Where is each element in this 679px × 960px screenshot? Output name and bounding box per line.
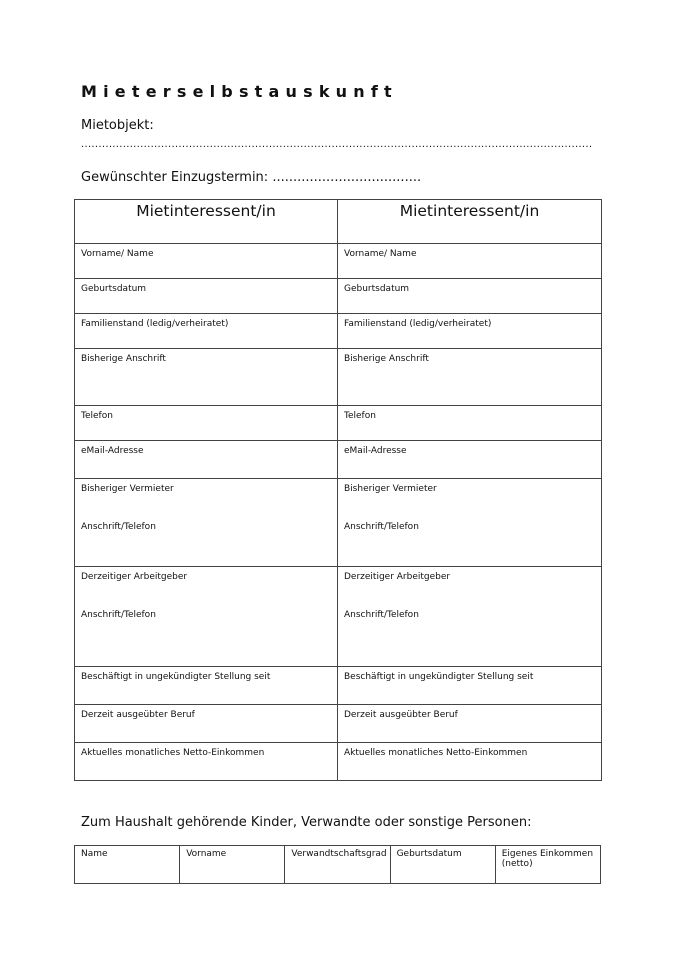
- field-previous-landlord-2[interactable]: [338, 479, 602, 567]
- employer-label: Derzeitiger Arbeitgeber: [344, 572, 451, 582]
- applicant-2-header: Mietinteressent/in: [338, 200, 602, 244]
- household-col-firstname[interactable]: Vorname: [180, 846, 285, 884]
- employer-contact-label: Anschrift/Telefon: [344, 610, 419, 621]
- table-row: [75, 406, 602, 441]
- mietobjekt-label: Mietobjekt:: [81, 118, 154, 133]
- field-email-2[interactable]: eMail-Adresse: [338, 441, 602, 479]
- field-occupation-1[interactable]: Derzeit ausgeübter Beruf: [75, 705, 338, 743]
- household-col-birthdate[interactable]: Geburtsdatum: [390, 846, 495, 884]
- document-title: Mieterselbstauskunft: [81, 82, 398, 101]
- employer-label: Derzeitiger Arbeitgeber: [81, 572, 188, 582]
- applicant-header-row: [75, 200, 602, 244]
- household-col-income[interactable]: Eigenes Einkommen (netto): [495, 846, 600, 884]
- table-row: [75, 279, 602, 314]
- table-row: [75, 667, 602, 705]
- applicant-table: [74, 199, 602, 781]
- applicant-1-header: Mietinteressent/in: [75, 200, 338, 244]
- field-phone-2[interactable]: Telefon: [338, 406, 602, 441]
- field-email-1[interactable]: eMail-Adresse: [75, 441, 338, 479]
- field-birthdate-1[interactable]: Geburtsdatum: [75, 279, 338, 314]
- field-marital-status-1[interactable]: Familienstand (ledig/verheiratet): [75, 314, 338, 349]
- einzugstermin-line: [81, 170, 421, 185]
- einzugstermin-field[interactable]: ....................................: [272, 170, 422, 185]
- landlord-contact-label: Anschrift/Telefon: [344, 522, 419, 533]
- table-row: [75, 349, 602, 406]
- table-row: [75, 244, 602, 279]
- field-net-income-1[interactable]: Aktuelles monatliches Netto-Einkommen: [75, 743, 338, 781]
- field-employed-since-1[interactable]: Beschäftigt in ungekündigter Stellung seit: [75, 667, 338, 705]
- table-row: [75, 441, 602, 479]
- household-table: [74, 845, 601, 884]
- landlord-contact-label: Anschrift/Telefon: [81, 522, 156, 533]
- field-occupation-2[interactable]: Derzeit ausgeübter Beruf: [338, 705, 602, 743]
- field-employed-since-2[interactable]: Beschäftigt in ungekündigter Stellung seit: [338, 667, 602, 705]
- field-name-2[interactable]: Vorname/ Name: [338, 244, 602, 279]
- field-marital-status-2[interactable]: Familienstand (ledig/verheiratet): [338, 314, 602, 349]
- field-net-income-2[interactable]: Aktuelles monatliches Netto-Einkommen: [338, 743, 602, 781]
- table-row: [75, 705, 602, 743]
- field-previous-address-1[interactable]: Bisherige Anschrift: [75, 349, 338, 406]
- field-previous-landlord-1[interactable]: [75, 479, 338, 567]
- field-employer-1[interactable]: [75, 567, 338, 667]
- table-row: [75, 314, 602, 349]
- field-phone-1[interactable]: Telefon: [75, 406, 338, 441]
- einzugstermin-label: Gewünschter Einzugstermin:: [81, 170, 269, 185]
- table-row: [75, 479, 602, 567]
- field-employer-2[interactable]: [338, 567, 602, 667]
- field-name-1[interactable]: Vorname/ Name: [75, 244, 338, 279]
- field-previous-address-2[interactable]: Bisherige Anschrift: [338, 349, 602, 406]
- table-row: [75, 846, 601, 884]
- household-col-relationship[interactable]: Verwandtschaftsgrad: [285, 846, 390, 884]
- table-row: [75, 567, 602, 667]
- previous-landlord-label: Bisheriger Vermieter: [81, 484, 174, 494]
- field-birthdate-2[interactable]: Geburtsdatum: [338, 279, 602, 314]
- previous-landlord-label: Bisheriger Vermieter: [344, 484, 437, 494]
- mietobjekt-field[interactable]: ...................................................................................................................................................: [81, 139, 593, 150]
- household-section-label: Zum Haushalt gehörende Kinder, Verwandte oder sonstige Personen:: [81, 815, 532, 830]
- household-col-name[interactable]: Name: [75, 846, 180, 884]
- table-row: [75, 743, 602, 781]
- employer-contact-label: Anschrift/Telefon: [81, 610, 156, 621]
